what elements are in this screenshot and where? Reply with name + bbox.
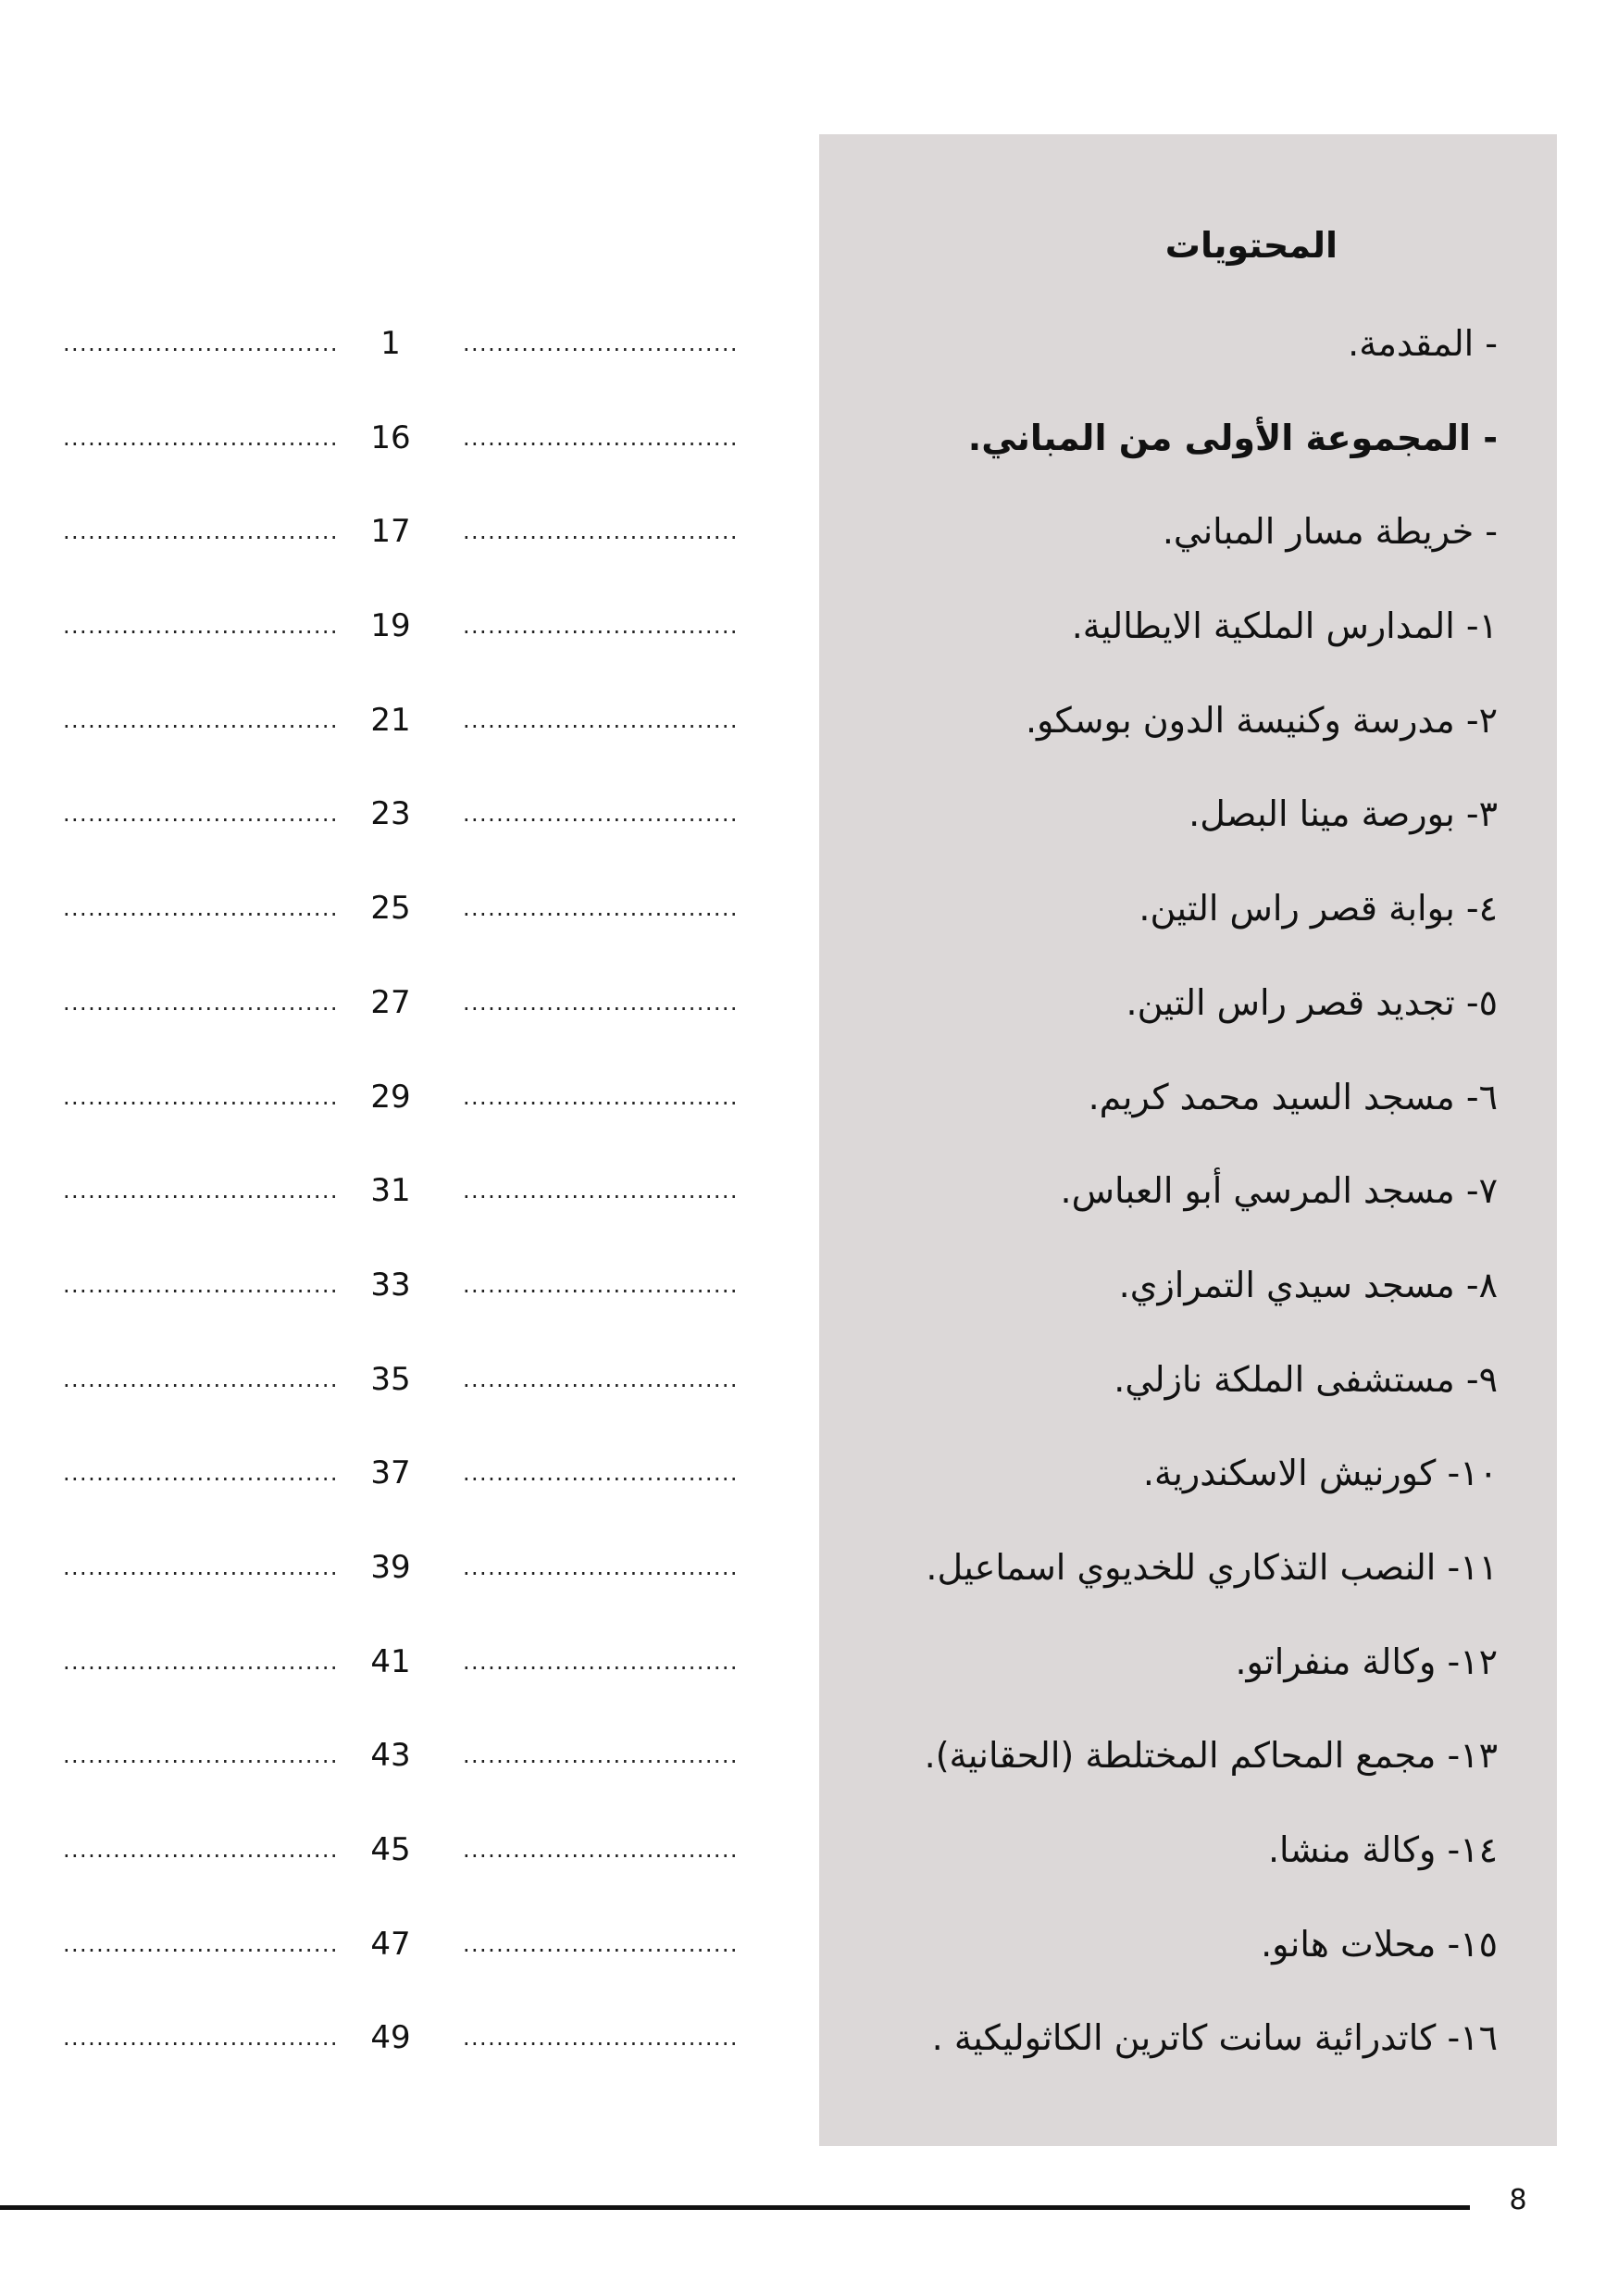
toc-entry-title: ٣- بورصة مينا البصل. <box>1189 793 1498 835</box>
toc-entry-title: ٢- مدرسة وكنيسة الدون بوسكو. <box>1025 699 1498 741</box>
dot-leader: ................................. <box>63 613 339 640</box>
toc-entry-page-number: 29 <box>370 1078 411 1116</box>
toc-entry-page-number: 25 <box>370 890 411 928</box>
toc-entry-title: ١٥- محلات هانو. <box>1261 1923 1498 1965</box>
dot-leader: ................................. <box>63 424 339 451</box>
toc-entry <box>0 1534 1618 1628</box>
footer-page-number: 8 <box>1509 2184 1527 2216</box>
toc-entry-page-number: 47 <box>370 1925 411 1963</box>
dot-leader: ................................. <box>463 424 739 451</box>
toc-entry-page-number: 41 <box>370 1642 411 1680</box>
toc-entry-page-number: 45 <box>370 1831 411 1868</box>
toc-entry <box>0 780 1618 875</box>
toc-entry <box>0 2004 1618 2099</box>
toc-entry-title: ٦- مسجد السيد محمد كريم. <box>1088 1076 1498 1117</box>
dot-leader: ................................. <box>63 801 339 828</box>
toc-entry <box>0 969 1618 1064</box>
dot-leader: ................................. <box>63 1930 339 1957</box>
dot-leader: ................................. <box>63 1837 339 1863</box>
dot-leader: ................................. <box>63 518 339 545</box>
dot-leader: ................................. <box>63 1648 339 1675</box>
dot-leader: ................................. <box>463 1366 739 1392</box>
dot-leader: ................................. <box>463 1271 739 1298</box>
dot-leader: ................................. <box>63 1366 339 1392</box>
dot-leader: ................................. <box>463 1742 739 1769</box>
toc-entry-page-number: 33 <box>370 1266 411 1304</box>
dot-leader: ................................. <box>463 331 739 356</box>
toc-entry-page-number: 19 <box>370 607 411 645</box>
toc-entry-title: ٧- مسجد المرسي أبو العباس. <box>1060 1170 1498 1212</box>
toc-entry-page-number: 17 <box>370 513 411 551</box>
toc-entry-title: ٩- مستشفى الملكة نازلي. <box>1114 1358 1498 1400</box>
dot-leader: ................................. <box>63 1271 339 1298</box>
toc-entry-title: ١٦- كاتدرائية سانت كاترين الكاثوليكية . <box>931 2017 1498 2059</box>
toc-entry-page-number: 27 <box>370 983 411 1021</box>
dot-leader: ................................. <box>63 895 339 922</box>
dot-leader: ................................. <box>463 895 739 922</box>
toc-entry <box>0 310 1618 405</box>
dot-leader: ................................. <box>63 1554 339 1580</box>
dot-leader: ................................. <box>463 1648 739 1675</box>
toc-entry-title: - المقدمة. <box>1348 323 1498 364</box>
dot-leader: ................................. <box>463 1083 739 1110</box>
toc-entry-page-number: 1 <box>380 325 401 362</box>
dot-leader: ................................. <box>63 989 339 1016</box>
toc-entry-page-number: 37 <box>370 1454 411 1492</box>
toc-entry-page-number: 35 <box>370 1360 411 1398</box>
toc-list <box>0 310 1618 2099</box>
toc-entry <box>0 498 1618 593</box>
toc-entry-title: ٨- مسجد سيدي التمرازي. <box>1118 1264 1498 1305</box>
toc-entry-page-number: 39 <box>370 1548 411 1586</box>
dot-leader: ................................. <box>63 706 339 733</box>
toc-entry-title: ١١- النصب التذكاري للخديوي اسماعيل. <box>926 1546 1498 1588</box>
toc-entry <box>0 1722 1618 1816</box>
toc-entry <box>0 1064 1618 1158</box>
dot-leader: ................................. <box>63 1742 339 1769</box>
toc-entry-title: ١٤- وكالة منشا. <box>1267 1829 1498 1870</box>
dot-leader: ................................. <box>463 1460 739 1487</box>
toc-entry-page-number: 21 <box>370 701 411 739</box>
toc-entry <box>0 1816 1618 1911</box>
toc-entry-title: ١٠- كورنيش الاسكندرية. <box>1142 1453 1498 1494</box>
dot-leader: ................................. <box>463 518 739 545</box>
dot-leader: ................................. <box>463 1178 739 1204</box>
footer-rule <box>0 2205 1470 2210</box>
toc-entry-title: ١٢- وكالة منفراتو. <box>1235 1641 1498 1682</box>
toc-entry-page-number: 49 <box>370 2019 411 2057</box>
toc-entry-title: ١٣- مجمع المحاكم المختلطة (الحقانية). <box>924 1735 1498 1777</box>
toc-entry-title: - خريطة مسار المباني. <box>1162 511 1498 553</box>
dot-leader: ................................. <box>463 2025 739 2052</box>
dot-leader: ................................. <box>463 801 739 828</box>
toc-entry <box>0 1346 1618 1441</box>
dot-leader: ................................. <box>63 2025 339 2052</box>
toc-entry <box>0 687 1618 781</box>
toc-entry-title: ١- المدارس الملكية الايطالية. <box>1071 605 1498 647</box>
dot-leader: ................................. <box>463 1930 739 1957</box>
toc-entry <box>0 405 1618 499</box>
dot-leader: ................................. <box>63 1083 339 1110</box>
dot-leader: ................................. <box>463 706 739 733</box>
toc-entry-page-number: 43 <box>370 1737 411 1775</box>
toc-entry <box>0 593 1618 687</box>
dot-leader: ................................. <box>463 1837 739 1863</box>
toc-entry-page-number: 16 <box>370 418 411 456</box>
toc-entry-title: ٤- بوابة قصر راس التين. <box>1139 888 1498 930</box>
dot-leader: ................................. <box>463 989 739 1016</box>
dot-leader: ................................. <box>63 1178 339 1204</box>
toc-entry <box>0 1628 1618 1723</box>
toc-title: المحتويات <box>1164 225 1338 266</box>
toc-entry-page-number: 23 <box>370 795 411 833</box>
toc-entry <box>0 1157 1618 1252</box>
toc-entry <box>0 1440 1618 1534</box>
toc-entry-title: ٥- تجديد قصر راس التين. <box>1126 981 1498 1023</box>
toc-entry <box>0 1252 1618 1346</box>
toc-entry-page-number: 31 <box>370 1172 411 1210</box>
dot-leader: ................................. <box>463 613 739 640</box>
dot-leader: ................................. <box>463 1554 739 1580</box>
dot-leader: ................................. <box>63 1460 339 1487</box>
toc-entry-title: - المجموعة الأولى من المباني. <box>967 417 1498 458</box>
toc-entry <box>0 875 1618 969</box>
toc-entry <box>0 1911 1618 2005</box>
dot-leader: ................................. <box>63 331 339 356</box>
